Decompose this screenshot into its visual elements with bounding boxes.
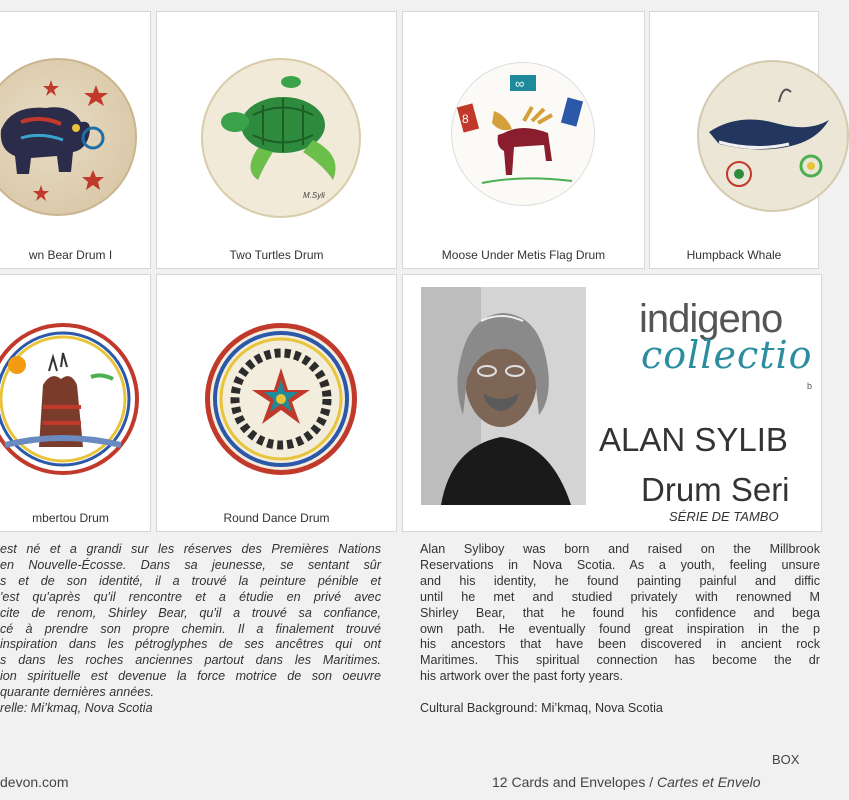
- drum-caption: wn Bear Drum I: [28, 248, 113, 262]
- svg-text:8: 8: [462, 112, 469, 126]
- moose-drum-image: [451, 62, 595, 206]
- french-line: s et de son identité, il a trouvé la peinture pénible et: [0, 573, 381, 588]
- membertou-drum-image: [0, 323, 139, 475]
- two-turtles-drum-image: [201, 58, 361, 218]
- drum-card-moose[interactable]: [402, 11, 645, 269]
- drum-card-round-dance[interactable]: [156, 274, 397, 532]
- english-line: his artwork over the past forty years.: [420, 669, 623, 684]
- french-line: en Nouvelle-Écosse. Dans sa jeunesse, se sentant sûr: [0, 557, 381, 572]
- english-cultural-background: Cultural Background: Mi’kmaq, Nova Scotia: [420, 701, 663, 716]
- brand-byline: b: [807, 381, 813, 391]
- svg-text:∞: ∞: [515, 76, 525, 91]
- english-line: his ancestors that have been discovered in ancient rock: [420, 637, 820, 652]
- english-line: until he met and studied privately with renowned M: [420, 589, 820, 604]
- drum-card-two-turtles[interactable]: [156, 11, 397, 269]
- drum-caption: mbertou Drum: [32, 511, 109, 525]
- cards-label: 12 Cards and Envelopes /: [492, 774, 657, 790]
- drum-caption: Moose Under Metis Flag Drum: [441, 248, 606, 262]
- series-title: Drum Seri: [641, 471, 790, 508]
- english-line: Maritimes. This spiritual connection has become the dr: [420, 653, 820, 668]
- english-description: [420, 542, 820, 717]
- drum-caption: Two Turtles Drum: [229, 248, 324, 262]
- svg-text:M.Syli: M.Syli: [303, 191, 325, 200]
- french-line: est né et a grandi sur les réserves des Premières Nations: [0, 542, 381, 556]
- box-label: BOX: [772, 752, 800, 767]
- french-line: s dans les roches anciennes partout dans les Maritimes.: [0, 653, 381, 668]
- drum-caption: Round Dance Drum: [223, 511, 330, 525]
- round-dance-drum-image: [205, 323, 357, 475]
- artist-name: ALAN SYLIB: [599, 421, 788, 458]
- english-line: Shirley Bear, that he found his confidence and bega: [420, 605, 820, 620]
- french-line: inspiration dans les pétroglyphes de ses ancêtres qui ont: [0, 637, 381, 652]
- drum-card-brown-bear[interactable]: [0, 11, 151, 269]
- brown-bear-drum-image: [0, 58, 137, 216]
- french-line: 'est qu'après qu'il rencontre et a étudie en privé avec: [0, 589, 381, 604]
- english-line: and his identity, he found painting painful and diffic: [420, 573, 820, 588]
- french-cultural-background: relle: Mi’kmaq, Nova Scotia: [0, 701, 153, 716]
- brand-wordmark-indigenous: indigeno: [639, 297, 783, 341]
- artist-photo: [421, 287, 586, 505]
- cards-and-envelopes: [492, 774, 761, 790]
- drum-card-humpback-whale[interactable]: [649, 11, 819, 269]
- drum-card-membertou[interactable]: [0, 274, 151, 532]
- website-link[interactable]: devon.com: [0, 774, 69, 790]
- brand-wordmark-collection: collectio: [641, 333, 813, 377]
- drum-caption: Humpback Whale: [686, 248, 782, 262]
- artist-panel: [402, 274, 822, 532]
- series-title-french: SÉRIE DE TAMBO: [669, 509, 779, 524]
- french-description: [0, 542, 381, 717]
- english-line: Reservations in Nova Scotia. As a youth, feeling unsure: [420, 557, 820, 572]
- cards-label-french: Cartes et Envelo: [657, 774, 761, 790]
- french-line: ion spirituelle est devenue la force motrice de son oeuvre: [0, 669, 381, 684]
- english-line: own path. He eventually found great inspiration in the p: [420, 621, 820, 636]
- french-line: quarante dernières années.: [0, 685, 155, 700]
- french-line: cite de renom, Shirley Bear, qu'il a trouvé sa confiance,: [0, 605, 381, 620]
- french-line: cé à prendre son propre chemin. Il a finalement trouvé: [0, 621, 381, 636]
- english-line: Alan Syliboy was born and raised on the Millbrook: [420, 542, 820, 556]
- humpback-whale-drum-image: [697, 60, 849, 212]
